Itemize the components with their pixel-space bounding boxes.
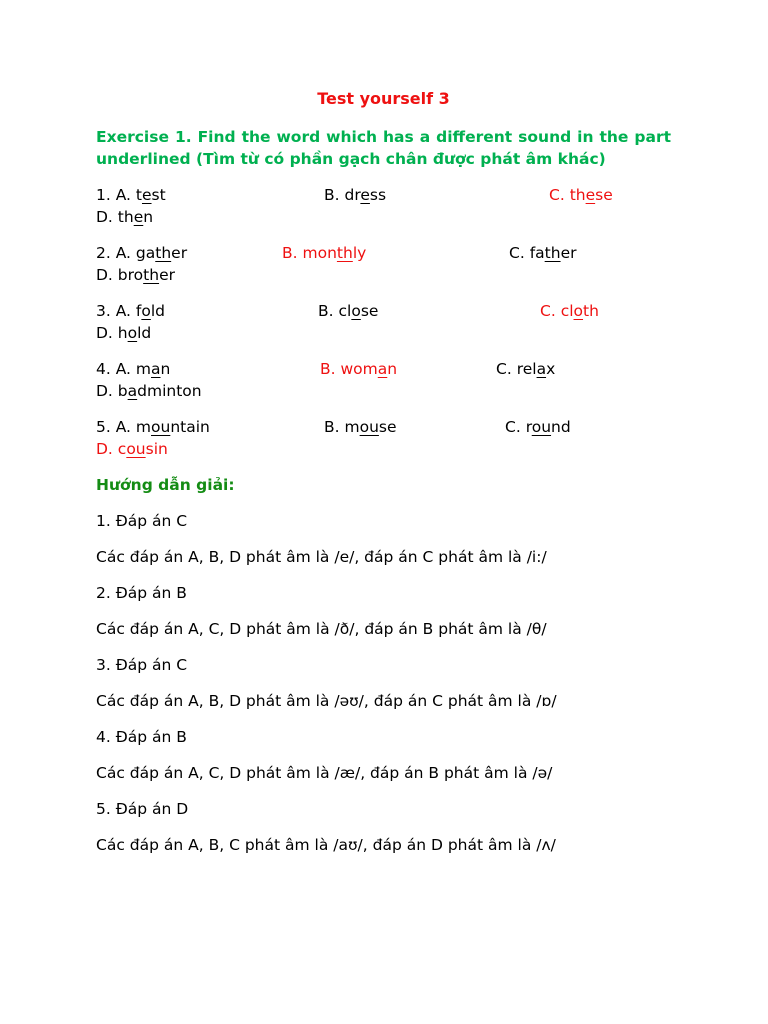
option-letter: D. [96,324,118,342]
word-part: ld [150,302,166,320]
option-letter: D. [96,382,118,400]
word-part: t [135,186,142,204]
word-part: th [569,186,586,204]
option-letter: B. [320,360,341,378]
word-part: n [160,360,171,378]
underlined-sound: th [544,244,561,262]
question-options-row [96,184,671,206]
answer-option-a [96,242,187,264]
answer-option-c [540,300,599,322]
word-part: th [583,302,599,320]
word-part: er [560,244,577,262]
question-2 [96,242,671,286]
word-part: ly [352,244,367,262]
question-options-row [96,242,671,264]
guide-answer-2: 2. Đáp án B [96,584,187,602]
question-number: 4. [96,360,116,378]
option-letter: B. [282,244,303,262]
word-part: bro [117,266,144,284]
guide-explanation-1: Các đáp án A, B, D phát âm là /e/, đáp án C phát âm là /i:/ [96,548,547,566]
word-part: ga [135,244,156,262]
question-number: 5. [96,418,116,436]
word-part: er [171,244,188,262]
question-3 [96,300,671,344]
question-4 [96,358,671,402]
word-part: m [135,418,152,436]
underlined-sound: o [351,302,361,320]
option-letter: C. [505,418,526,436]
option-letter: A. [115,418,136,436]
word-part: h [117,324,128,342]
answer-guide [96,510,671,856]
underlined-sound: o [573,302,584,320]
option-letter: D. [96,208,118,226]
underlined-sound: e [141,186,152,204]
answer-option-d [96,440,168,458]
underlined-sound: th [155,244,172,262]
word-part: r [525,418,532,436]
option-letter: A. [115,244,136,262]
underlined-sound: ou [531,418,552,436]
question-options-row [96,206,671,228]
word-part: fa [529,244,545,262]
option-letter: A. [115,302,136,320]
page-title: Test yourself 3 [317,89,450,108]
word-part: cl [560,302,574,320]
option-letter: C. [549,186,570,204]
word-part: c [117,440,127,458]
underlined-sound: e [133,208,144,226]
word-part: sin [145,440,168,458]
word-part: ld [137,324,152,342]
guide-explanation-3: Các đáp án A, B, D phát âm là /əʊ/, đáp án C phát âm là /ɒ/ [96,692,557,710]
guide-explanation-5: Các đáp án A, B, C phát âm là /aʊ/, đáp án D phát âm là /ʌ/ [96,836,556,854]
option-letter: B. [324,418,345,436]
word-part: m [344,418,360,436]
answer-option-b [282,242,366,264]
guide-explanation-4: Các đáp án A, C, D phát âm là /æ/, đáp án B phát âm là /ə/ [96,764,553,782]
option-letter: A. [115,360,136,378]
question-number: 3. [96,302,116,320]
option-letter: D. [96,266,118,284]
underlined-sound: e [585,186,596,204]
answer-option-b [320,358,397,380]
word-part: er [159,266,175,284]
question-options-row [96,358,671,380]
guide-heading: Hướng dẫn giải: [96,476,235,494]
guide-answer-5: 5. Đáp án D [96,800,189,818]
question-number: 1. [96,186,116,204]
word-part: n [387,360,398,378]
word-part: se [360,302,379,320]
word-part: wom [340,360,378,378]
answer-option-d [96,324,151,342]
question-number: 2. [96,244,116,262]
answer-option-c [505,416,571,438]
answer-option-b [324,416,397,438]
word-part: se [595,186,613,204]
word-part: rel [516,360,537,378]
option-letter: C. [509,244,530,262]
exercise-instruction: Exercise 1. Find the word which has a different sound in the part underlined (Tìm từ có phần gạch chân được phát âm khác) [96,128,671,168]
guide-answer-1: 1. Đáp án C [96,512,188,530]
question-options-row [96,264,671,286]
underlined-sound: o [127,324,138,342]
answer-option-c [496,358,555,380]
answer-option-d [96,382,202,400]
answer-option-a [96,416,210,438]
underlined-sound: a [127,382,138,400]
word-part: mon [302,244,337,262]
option-letter: D. [96,440,118,458]
option-letter: A. [115,186,136,204]
word-part: st [151,186,166,204]
option-letter: C. [496,360,517,378]
underlined-sound: th [143,266,160,284]
underlined-sound: o [141,302,151,320]
underlined-sound: ou [151,418,171,436]
word-part: x [546,360,556,378]
answer-option-a [96,184,166,206]
answer-option-c [549,184,613,206]
answer-option-a [96,300,165,322]
guide-answer-4: 4. Đáp án B [96,728,187,746]
question-options-row [96,416,671,438]
answer-option-b [324,184,386,206]
answer-option-d [96,266,175,284]
word-part: cl [338,302,352,320]
underlined-sound: th [336,244,353,262]
word-part: dminton [137,382,202,400]
option-letter: B. [324,186,345,204]
word-part: ss [369,186,387,204]
underlined-sound: e [360,186,370,204]
answer-option-d [96,208,153,226]
answer-option-b [318,300,378,322]
guide-answer-3: 3. Đáp án C [96,656,188,674]
document-page [96,88,671,870]
word-part: f [135,302,142,320]
word-part: ntain [170,418,210,436]
option-letter: B. [318,302,339,320]
question-options-row [96,300,671,322]
word-part: b [117,382,128,400]
word-part: nd [551,418,571,436]
word-part: dr [344,186,361,204]
underlined-sound: ou [359,418,379,436]
question-options-row [96,380,671,402]
word-part: th [117,208,134,226]
word-part: n [143,208,154,226]
guide-explanation-2: Các đáp án A, C, D phát âm là /ð/, đáp án B phát âm là /θ/ [96,620,547,638]
answer-option-a [96,358,170,380]
underlined-sound: a [151,360,161,378]
question-5 [96,416,671,460]
word-part: m [135,360,152,378]
option-letter: C. [540,302,561,320]
underlined-sound: a [377,360,388,378]
question-list [96,184,671,460]
underlined-sound: ou [126,440,146,458]
word-part: se [378,418,397,436]
question-options-row [96,322,671,344]
question-1 [96,184,671,228]
answer-option-c [509,242,576,264]
question-options-row [96,438,671,460]
underlined-sound: a [536,360,547,378]
